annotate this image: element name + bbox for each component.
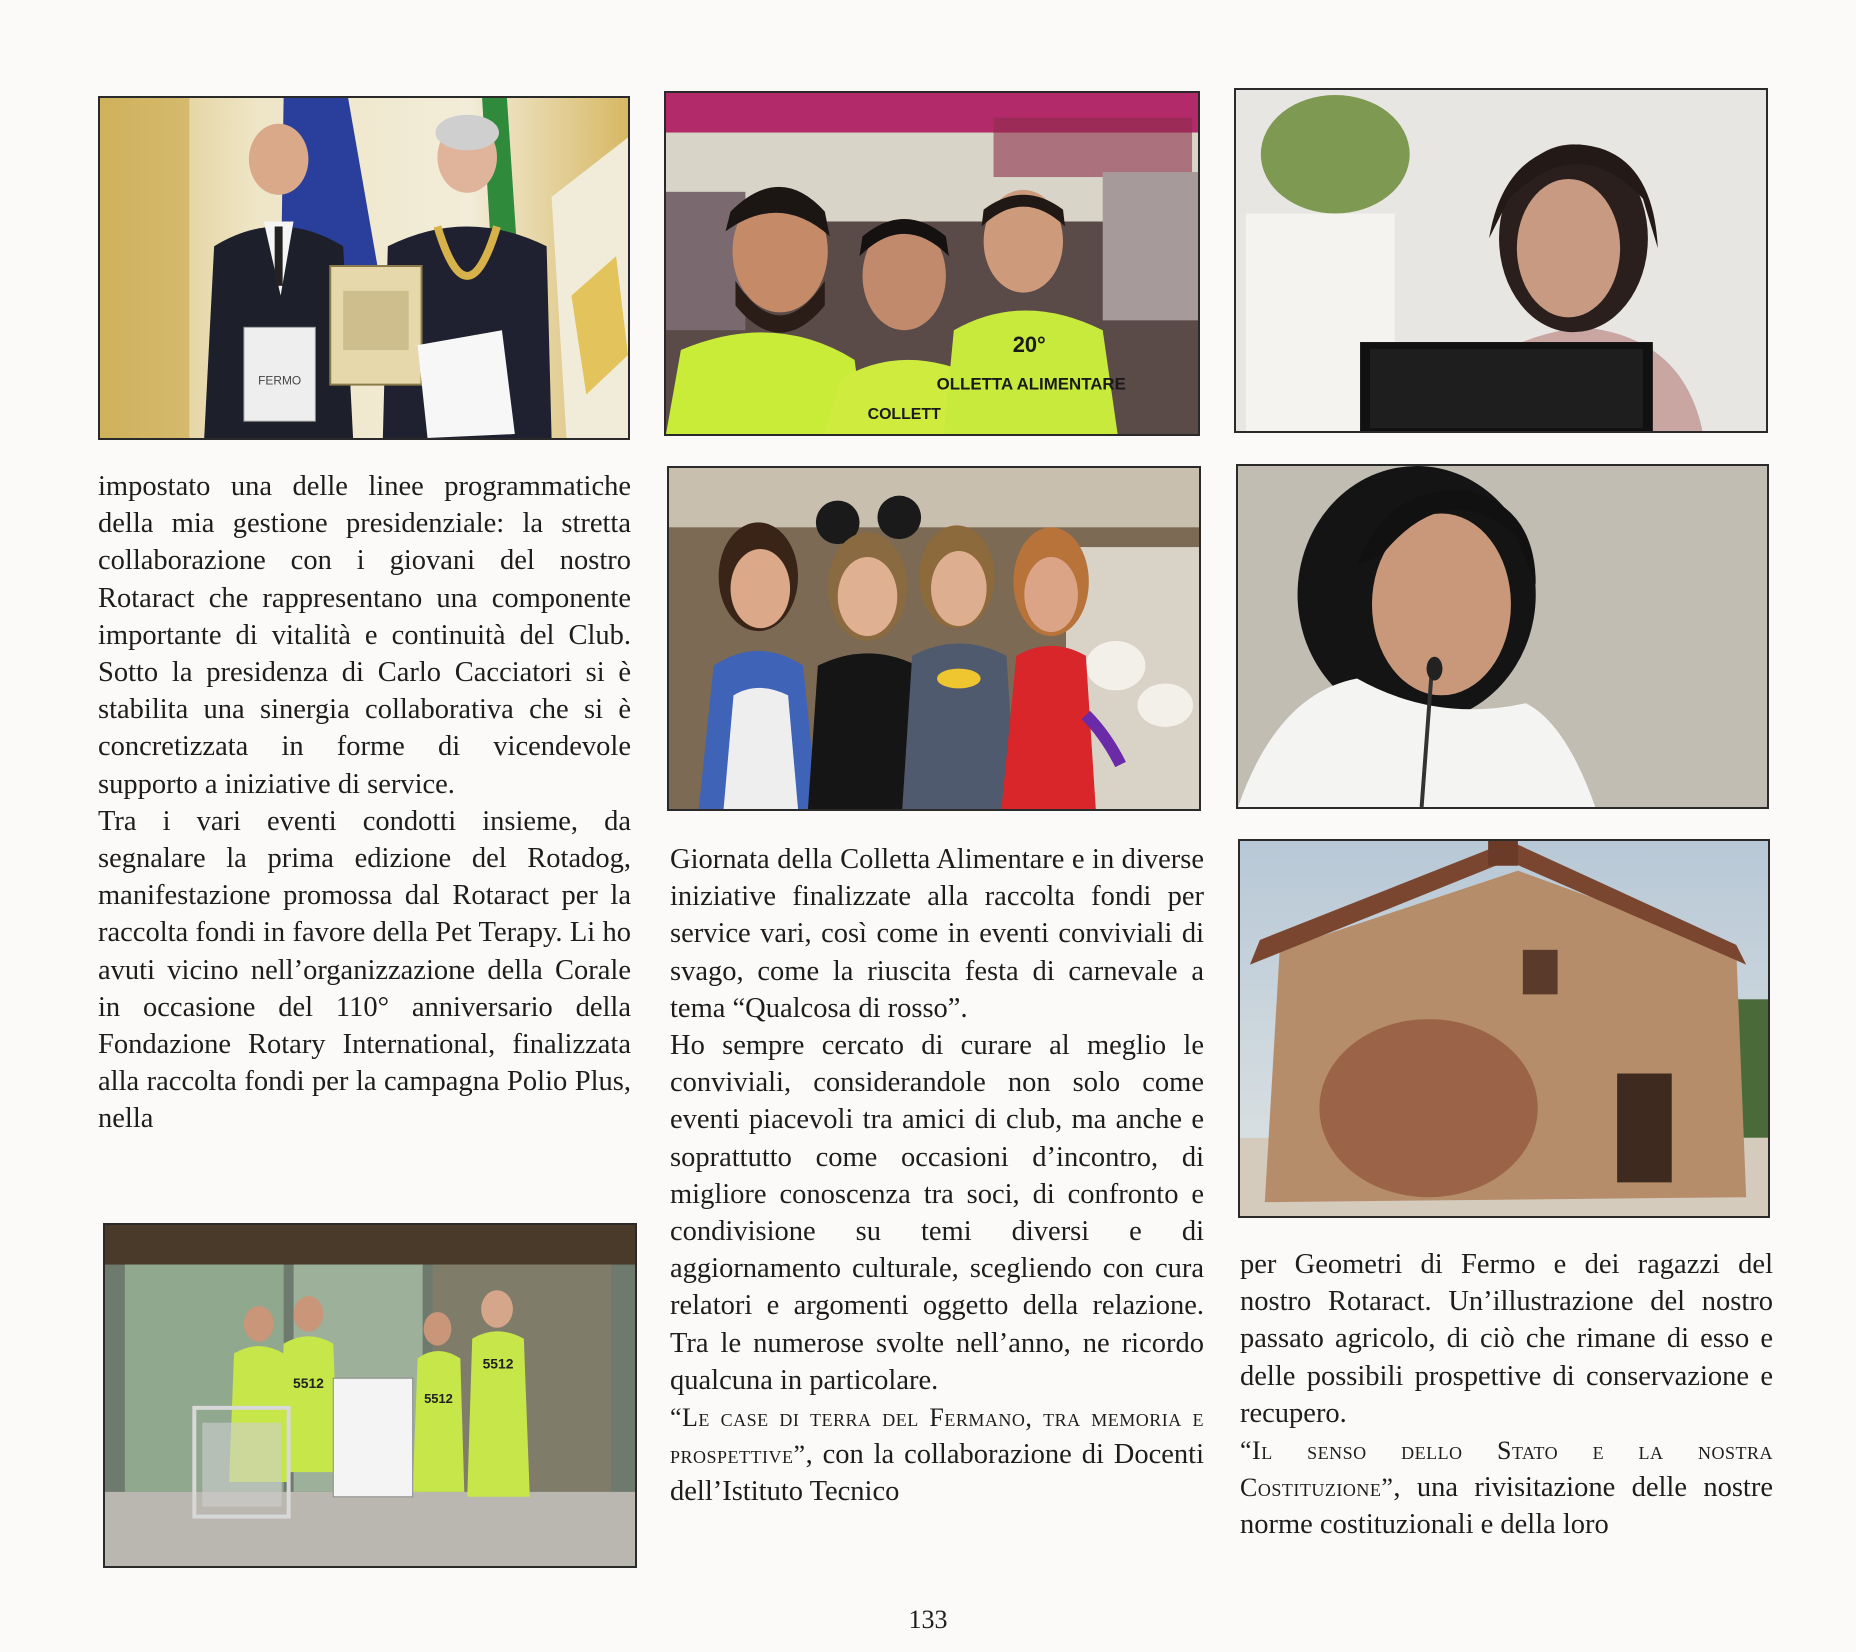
vest-text-small: COLLETT [867, 406, 941, 424]
photo-speaker-microphone [1236, 464, 1769, 809]
col1-paragraph-2: Tra i vari eventi condotti insieme, da segnalare la prima edizione del Rotadog, manifestazione promossa dal Rotaract per la raccolta fondi in favore della Pet Terapy. Li ho avuti vicino nell’organizzazione della Corale in occasione del 110° anniversario della Fondazione Rotary International, finalizzata alla raccolta fondi per la campagna Polio Plus, nella [98, 805, 631, 1135]
photo-speaker-lectern [1234, 88, 1768, 433]
col3-paragraph-2-rest: , una rivisitazione delle nostre norme costituzionali e della loro [1240, 1472, 1773, 1541]
text-column-1 [98, 468, 631, 1138]
col3-paragraph-2 [1240, 1432, 1773, 1544]
text-column-3 [1240, 1246, 1773, 1544]
col2-paragraph-3 [670, 1399, 1204, 1511]
col2-paragraph-1: Giornata della Colletta Alimentare e in diverse iniziative finalizzate alla raccolta fondi per service vari, così come in eventi conviviali di svago, come la riuscita festa di carnevale a tema “Qualcosa di rosso”. [670, 844, 1204, 1024]
page-number: 133 [908, 1605, 948, 1634]
photo-carnival-party [667, 466, 1201, 811]
vest-number-1: 5512 [293, 1375, 324, 1392]
col2-paragraph-2: Ho sempre cercato di curare al meglio le conviviali, considerandole non solo come eventi piacevoli tra amici di club, ma anche e soprattutto come occasioni d’incontro, di migliore conoscenza tra soci, di confronto e condivisione su temi diversi e di aggiornamento culturale, scegliendo con cura relatori e argomenti oggetto della relazione. Tra le numerose svolte nell’anno, ne ricordo qualcuna in particolare. [670, 1030, 1204, 1396]
vest-text-big: 20° [1012, 332, 1046, 357]
photo-rotary-award [98, 96, 630, 440]
col2-paragraph-3-rest: , con la collaborazione di Docenti dell’Istituto Tecnico [670, 1439, 1204, 1508]
vest-text: OLLETTA ALIMENTARE [936, 374, 1126, 394]
badge-text: FERMO [258, 373, 302, 388]
talk-title-case-di-terra: “Le case di terra del Fermano, tra memoria e prospettive” [670, 1403, 1204, 1470]
col3-paragraph-1: per Geometri di Fermo e dei ragazzi del nostro Rotaract. Un’illustrazione del nostro passato agricolo, di ciò che rimane di esso e delle possibili prospettive di conservazione e recupero. [1240, 1249, 1773, 1429]
photo-colletta-volunteers [664, 91, 1200, 436]
vest-number-3: 5512 [482, 1355, 514, 1372]
photo-colletta-store-entrance [103, 1223, 637, 1568]
talk-title-senso-dello-stato: “Il senso dello Stato e la nostra Costituzione” [1240, 1436, 1773, 1503]
vest-number-2: 5512 [424, 1390, 453, 1406]
photo-earth-house [1238, 839, 1770, 1218]
col1-paragraph-1: impostato una delle linee programmatiche della mia gestione presidenziale: la stretta collaborazione con i giovani del nostro Rotaract che rappresentano una componente importante di vitalità e continuità del Club. Sotto la presidenza di Carlo Cacciatori si è stabilita una sinergia collaborativa che si è concretizzata in forme di vicendevole supporto a iniziative di service. [98, 471, 631, 800]
text-column-2 [670, 841, 1204, 1511]
